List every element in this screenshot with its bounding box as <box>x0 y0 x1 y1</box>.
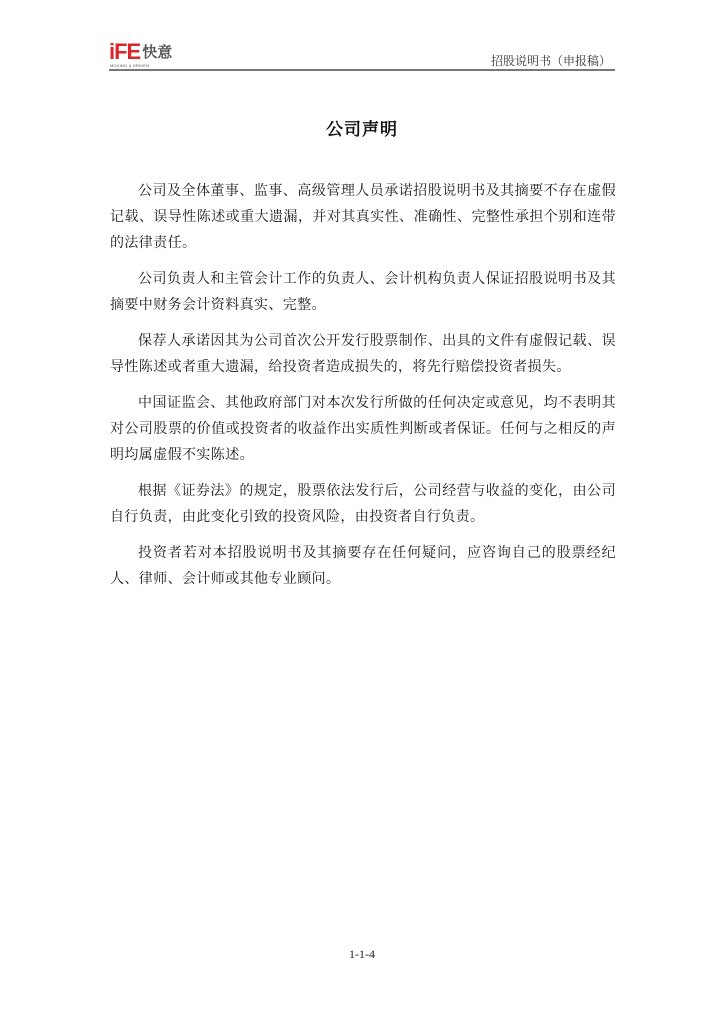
logo-chinese-name: 快意 <box>142 43 173 61</box>
paragraph: 保荐人承诺因其为公司首次公开发行股票制作、出具的文件有虚假记载、误导性陈述或者重大遗漏，给投资者造成损失的，将先行赔偿投资者损失。 <box>110 333 616 375</box>
paragraph: 中国证监会、其他政府部门对本次发行所做的任何决定或意见，均不表明其对公司股票的价值或投资者的收益作出实质性判断或者保证。任何与之相反的声明均属虚假不实陈述。 <box>110 395 616 463</box>
paragraph: 公司及全体董事、监事、高级管理人员承诺招股说明书及其摘要不存在虚假记载、误导性陈述或重大遗漏，并对其真实性、准确性、完整性承担个别和连带的法律责任。 <box>110 183 616 251</box>
logo-subtext: MOVING & DRIVEN <box>110 63 150 68</box>
page-header <box>109 38 615 72</box>
page-title: 公司声明 <box>326 120 398 140</box>
page-number: 1-1-4 <box>349 947 375 961</box>
logo-mark: iFE <box>109 39 141 64</box>
statement-body <box>110 178 616 602</box>
company-logo <box>109 39 173 68</box>
paragraph: 公司负责人和主管会计工作的负责人、会计机构负责人保证招股说明书及其摘要中财务会计资料真实、完整。 <box>110 271 616 313</box>
paragraph: 投资者若对本招股说明书及其摘要存在任何疑问，应咨询自己的股票经纪人、律师、会计师或其他专业顾问。 <box>110 545 616 587</box>
header-divider <box>109 69 615 71</box>
document-title: 招股说明书（申报稿） <box>490 54 611 68</box>
paragraph: 根据《证券法》的规定，股票依法发行后，公司经营与收益的变化，由公司自行负责，由此变化引致的投资风险，由投资者自行负责。 <box>110 483 616 525</box>
